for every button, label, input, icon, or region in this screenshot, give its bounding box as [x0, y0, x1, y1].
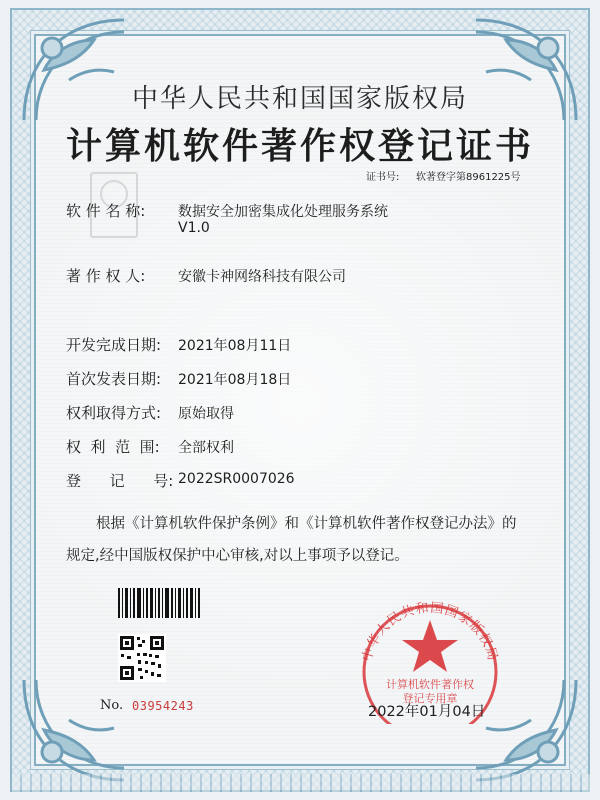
- field-value-rights-scope: 全部权利: [178, 440, 234, 456]
- certificate-number-label: 证书号:: [366, 172, 400, 183]
- field-label-publish-date: 首次发表日期:: [66, 370, 162, 388]
- serial-number-value: 03954243: [132, 699, 194, 713]
- field-label-software-name: 软 件 名 称:: [66, 202, 146, 220]
- seal-center-line-2: 登记专用章: [402, 692, 458, 705]
- field-label-rights-scope: 权 利 范 围:: [66, 438, 160, 456]
- field-value-completion-date: 2021年08月11日: [178, 338, 292, 354]
- corner-ornament-icon: [14, 670, 134, 790]
- field-value-copyright-owner: 安徽卡神网络科技有限公司: [178, 269, 346, 285]
- body-text-line-2: 规定,经中国版权保护中心审核,对以上事项予以登记。: [66, 548, 409, 564]
- greek-key-border: [10, 774, 590, 792]
- seal-star-icon: [402, 620, 458, 672]
- field-label-completion-date: 开发完成日期:: [66, 336, 162, 354]
- field-value-registration-number: 2022SR0007026: [178, 471, 295, 487]
- field-value-software-version: V1.0: [178, 220, 210, 236]
- seal-ring-text: 中华人民共和国国家版权局: [359, 600, 501, 664]
- field-value-software-name: 数据安全加密集成化处理服务系统: [178, 204, 388, 220]
- qr-code-icon: [118, 634, 166, 682]
- body-text-line-1: 根据《计算机软件保护条例》和《计算机软件著作权登记办法》的: [96, 516, 517, 532]
- field-value-publish-date: 2021年08月18日: [178, 372, 292, 388]
- field-label-registration-number: 登 记 号:: [66, 472, 174, 490]
- barcode-icon: [118, 588, 200, 618]
- certificate-title: 计算机软件著作权登记证书: [65, 125, 534, 167]
- certificate-number-value: 软著登字第8961225号: [416, 172, 521, 183]
- field-value-acquisition-method: 原始取得: [178, 406, 234, 422]
- issuer-heading: 中华人民共和国国家版权局: [131, 84, 468, 114]
- issue-date: 2022年01月04日: [368, 704, 486, 720]
- field-label-acquisition-method: 权利取得方式:: [66, 404, 162, 422]
- serial-number-label: No.: [100, 698, 124, 713]
- field-label-copyright-owner: 著 作 权 人:: [66, 267, 146, 285]
- seal-center-line-1: 计算机软件著作权: [386, 678, 474, 691]
